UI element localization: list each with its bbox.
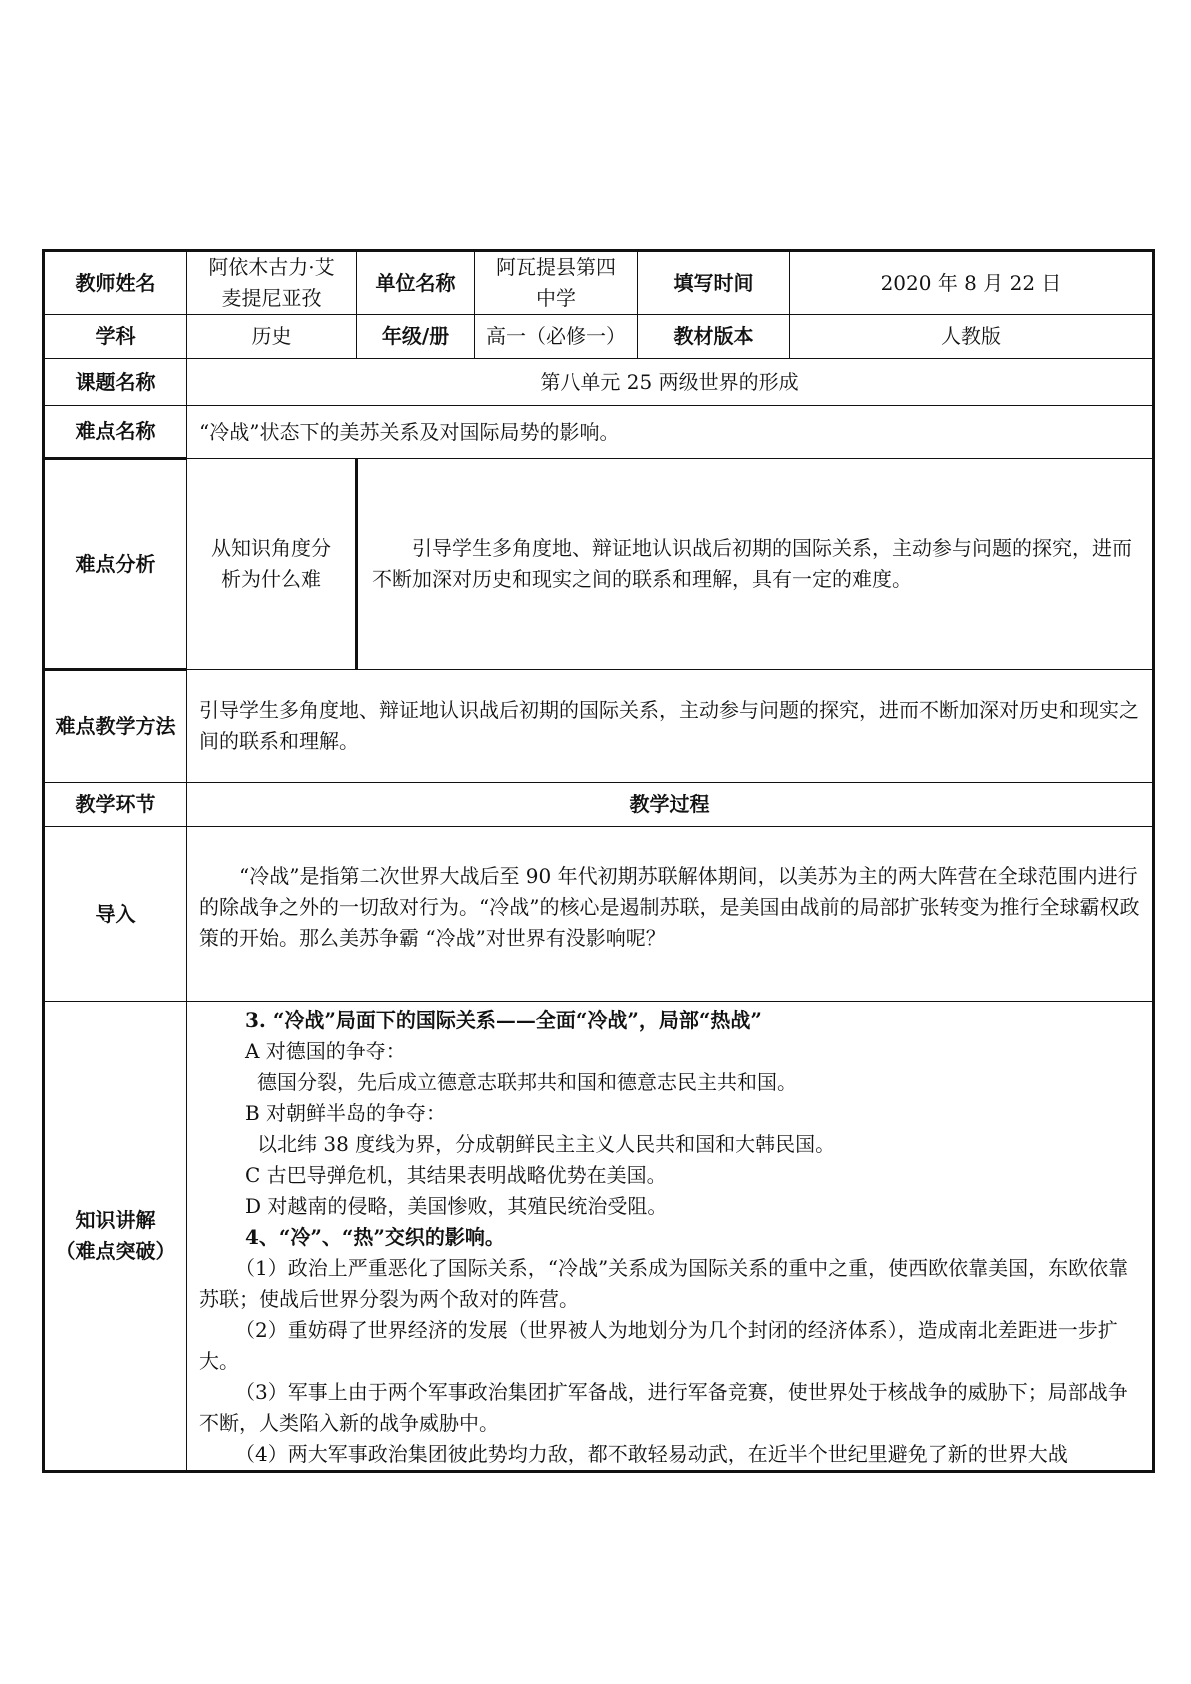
method-label: 难点教学方法	[44, 670, 187, 783]
knowledge-a-title: A 对德国的争夺：	[245, 1039, 406, 1063]
knowledge-b-title: B 对朝鲜半岛的争夺：	[245, 1101, 447, 1125]
knowledge-b-text: 以北纬 38 度线为界，分成朝鲜民主主义人民共和国和大韩民国。	[257, 1132, 836, 1156]
unit-name-label: 单位名称	[357, 251, 475, 315]
fill-date-value: 2020 年 8 月 22 日	[790, 251, 1154, 315]
teacher-name-label: 教师姓名	[44, 251, 187, 315]
subject-label: 学科	[44, 315, 187, 359]
knowledge-cell	[187, 1002, 1154, 1472]
stage-header: 教学环节	[44, 783, 187, 827]
knowledge-a-text: 德国分裂，先后成立德意志联邦共和国和德意志民主共和国。	[257, 1070, 797, 1094]
analysis-value	[357, 459, 1154, 670]
edition-value: 人教版	[790, 315, 1154, 359]
knowledge-label	[44, 1002, 187, 1472]
topic-value: 第八单元 25 两级世界的形成	[187, 359, 1154, 406]
subject-value: 历史	[187, 315, 357, 359]
knowledge-point-2: （2）重妨碍了世界经济的发展（世界被人为地划分为几个封闭的经济体系），造成南北差距进一步扩大。	[199, 1318, 1118, 1373]
intro-label: 导入	[44, 827, 187, 1002]
difficulty-value: “冷战”状态下的美苏关系及对国际局势的影响。	[187, 406, 1154, 459]
difficulty-label: 难点名称	[44, 406, 187, 459]
knowledge-label-line1: 知识讲解	[75, 1208, 156, 1232]
topic-label: 课题名称	[44, 359, 187, 406]
fill-date-label: 填写时间	[638, 251, 790, 315]
knowledge-heading-3: 3. “冷战”局面下的国际关系——全面“冷战”，局部“热战”	[245, 1008, 762, 1032]
method-value: 引导学生多角度地、辩证地认识战后初期的国际关系，主动参与问题的探究，进而不断加深对历史和现实之间的联系和理解。	[187, 670, 1154, 783]
process-header: 教学过程	[187, 783, 1154, 827]
analysis-text: 引导学生多角度地、辩证地认识战后初期的国际关系，主动参与问题的探究，进而不断加深对历史和现实之间的联系和理解，具有一定的难度。	[372, 536, 1132, 591]
unit-name-value: 阿瓦提县第四中学	[475, 251, 638, 315]
knowledge-point-1: （1）政治上严重恶化了国际关系，“冷战”关系成为国际关系的重中之重，使西欧依靠美国，东欧依靠苏联；使战后世界分裂为两个敌对的阵营。	[199, 1256, 1129, 1311]
intro-text: “冷战”是指第二次世界大战后至 90 年代初期苏联解体期间，以美苏为主的两大阵营在全球范围内进行的除战争之外的一切敌对行为。“冷战”的核心是遏制苏联，是美国由战前的局部扩张转变为推行全球霸权政策的开始。那么美苏争霸 “冷战”对世界有没影响呢？	[199, 864, 1140, 950]
knowledge-label-line2: （难点突破）	[55, 1239, 176, 1263]
grade-value: 高一（必修一）	[475, 315, 638, 359]
knowledge-c-text: C 古巴导弹危机，其结果表明战略优势在美国。	[245, 1163, 667, 1187]
lesson-plan-table	[42, 249, 1155, 1473]
teacher-name-value: 阿依木古力·艾麦提尼亚孜	[187, 251, 357, 315]
edition-label: 教材版本	[638, 315, 790, 359]
analysis-sub-label: 从知识角度分析为什么难	[187, 459, 357, 670]
analysis-label: 难点分析	[44, 459, 187, 670]
knowledge-d-text: D 对越南的侵略，美国惨败，其殖民统治受阻。	[245, 1194, 668, 1218]
knowledge-point-4: （4）两大军事政治集团彼此势均力敌，都不敢轻易动武，在近半个世纪里避免了新的世界大战	[235, 1442, 1068, 1466]
intro-cell	[187, 827, 1154, 1002]
knowledge-point-3: （3）军事上由于两个军事政治集团扩军备战，进行军备竞赛，使世界处于核战争的威胁下；局部战争不断，人类陷入新的战争威胁中。	[199, 1380, 1128, 1435]
knowledge-heading-4: 4、“冷”、“热”交织的影响。	[245, 1225, 505, 1249]
grade-label: 年级/册	[357, 315, 475, 359]
